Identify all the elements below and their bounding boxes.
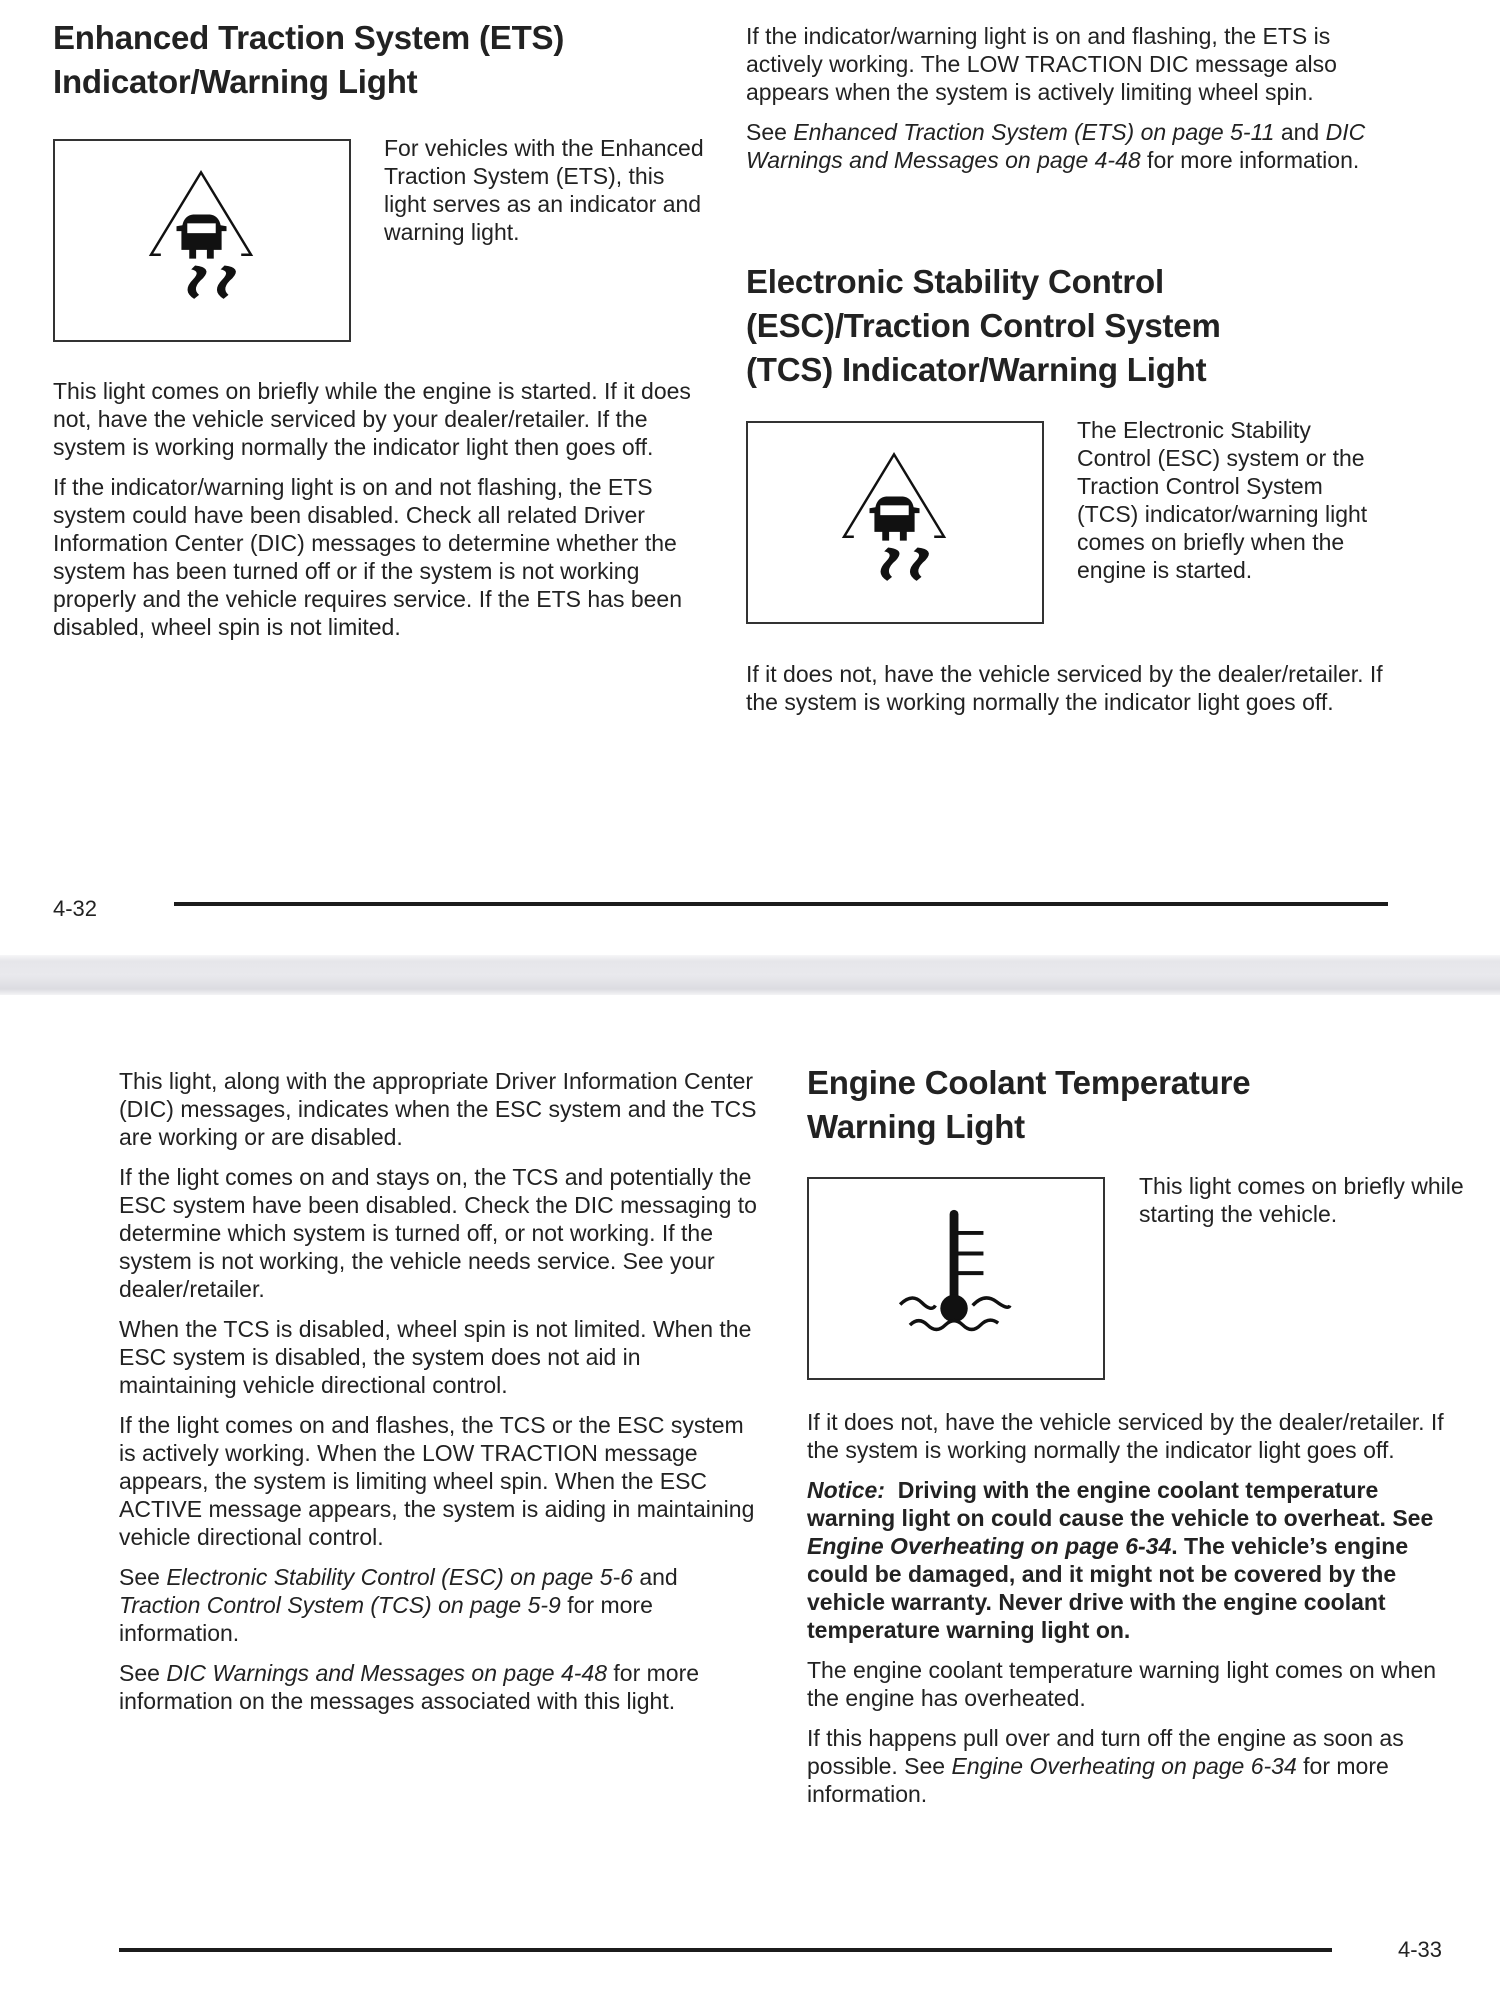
page-number: 4-32 xyxy=(53,896,98,921)
ets-icon-caption: For vehicles with the Enhanced Traction System (ETS), this light serves as an indicator and warning light. xyxy=(384,135,704,245)
coolant-paragraph-2: The engine coolant temperature warning light comes on when the engine has overheated. xyxy=(807,1657,1437,1711)
esc-paragraph-2: If the light comes on and stays on, the TCS and potentially the ESC system have been disabled. Check the DIC messaging to determine which system is turned off, or not working. If the system is not working, the vehicle needs service. See your dealer/retailer. xyxy=(119,1164,757,1302)
coolant-temperature-icon xyxy=(809,1179,1103,1378)
traction-skid-warning-icon xyxy=(55,141,349,340)
text: for more information. xyxy=(807,1753,1389,1807)
esc-see-also-2 xyxy=(119,1659,764,1715)
ets-continued xyxy=(746,22,1406,186)
esc-tcs-paragraph: If it does not, have the vehicle serviced by the dealer/retailer. If the system is working normally the indicator light goes off. xyxy=(746,661,1383,715)
text: and xyxy=(1274,119,1326,145)
esc-paragraph-3: When the TCS is disabled, wheel spin is not limited. When the ESC system is disabled, the system does not aid in maintaining vehicle directional control. xyxy=(119,1316,752,1398)
page-4-32 xyxy=(0,0,1500,955)
text: for more information. xyxy=(119,1592,653,1646)
page-separator xyxy=(0,955,1500,995)
esc-tcs-continued xyxy=(119,1067,764,1727)
footer-rule xyxy=(119,1948,1332,1952)
ets-icon-box xyxy=(53,139,351,342)
page-4-33 xyxy=(0,995,1500,1995)
tcs-page-ref-link[interactable]: Traction Control System (TCS) on page 5-9 xyxy=(119,1592,561,1618)
text: If this happens pull over and turn off the engine as soon as possible. See xyxy=(807,1725,1404,1779)
text: for more information. xyxy=(1140,147,1360,173)
text: See xyxy=(119,1564,167,1590)
esc-see-also-1 xyxy=(119,1563,764,1647)
dic-page-ref-link[interactable]: DIC Warnings and Messages on page 4-48 xyxy=(746,119,1366,173)
text: and xyxy=(632,1564,678,1590)
coolant-notice xyxy=(807,1476,1457,1644)
traction-skid-warning-icon xyxy=(748,423,1042,622)
esc-tcs-icon-caption: The Electronic Stability Control (ESC) system or the Traction Control System (TCS) indicator/warning light comes on briefly when the engine is started. xyxy=(1077,417,1368,583)
esc-tcs-heading: Electronic Stability Control (ESC)/Traction Control System (TCS) Indicator/Warning Light xyxy=(746,263,1221,388)
ets-see-also xyxy=(746,118,1406,174)
overheating-page-ref-link[interactable]: Engine Overheating on page 6-34 xyxy=(951,1753,1297,1779)
dic-page-ref-link[interactable]: DIC Warnings and Messages on page 4-48 xyxy=(166,1660,607,1686)
esc-paragraph-4: If the light comes on and flashes, the TCS or the ESC system is actively working. When the LOW TRACTION message appears, the system is limiting wheel spin. When the ESC ACTIVE message appears, the system is aiding in maintaining vehicle directional control. xyxy=(119,1412,755,1550)
coolant-icon-box xyxy=(807,1177,1105,1380)
ets-flashing-paragraph: If the indicator/warning light is on and flashing, the ETS is actively working. The LOW TRACTION DIC message also appears when the system is actively limiting wheel spin. xyxy=(746,23,1337,105)
coolant-icon-caption: This light comes on briefly while starting the vehicle. xyxy=(1139,1173,1464,1227)
ets-page-ref-link[interactable]: Enhanced Traction System (ETS) on page 5-11 xyxy=(793,119,1275,145)
text: Driving with the engine coolant temperature warning light on could cause the vehicle to overheat. See xyxy=(807,1477,1434,1531)
coolant-heading: Engine Coolant Temperature Warning Light xyxy=(807,1064,1251,1145)
text: See xyxy=(119,1660,167,1686)
text: . The vehicle’s engine could be damaged, and it might not be covered by the vehicle warranty. Never drive with the engine coolant temperature warning light on. xyxy=(807,1533,1409,1643)
page-number: 4-33 xyxy=(1398,1937,1443,1962)
coolant-paragraph-1: If it does not, have the vehicle serviced by the dealer/retailer. If the system is working normally the indicator light goes off. xyxy=(807,1409,1444,1463)
esc-page-ref-link[interactable]: Electronic Stability Control (ESC) on page 5-6 xyxy=(166,1564,633,1590)
coolant-body xyxy=(807,1408,1457,1820)
text: See xyxy=(746,119,794,145)
ets-body xyxy=(53,377,703,653)
esc-tcs-icon-box xyxy=(746,421,1044,624)
ets-paragraph-1: This light comes on briefly while the engine is started. If it does not, have the vehicle serviced by your dealer/retailer. If the system is working normally the indicator light then goes off. xyxy=(53,378,691,460)
esc-paragraph-1: This light, along with the appropriate Driver Information Center (DIC) messages, indicates when the ESC system and the TCS are working or are disabled. xyxy=(119,1068,757,1150)
overheating-page-ref-link[interactable]: Engine Overheating on page 6-34 xyxy=(807,1533,1172,1559)
text: for more information on the messages associated with this light. xyxy=(119,1660,700,1714)
footer-rule xyxy=(174,902,1388,906)
ets-heading: Enhanced Traction System (ETS) Indicator/Warning Light xyxy=(53,19,565,100)
coolant-paragraph-3 xyxy=(807,1724,1457,1808)
ets-paragraph-2: If the indicator/warning light is on and not flashing, the ETS system could have been disabled. Check all related Driver Information Center (DIC) messages to determine whether the system has been turned off or if the system is not working properly and the vehicle requires service. If the ETS has been disabled, wheel spin is not limited. xyxy=(53,474,683,640)
notice-label: Notice: xyxy=(807,1477,885,1503)
